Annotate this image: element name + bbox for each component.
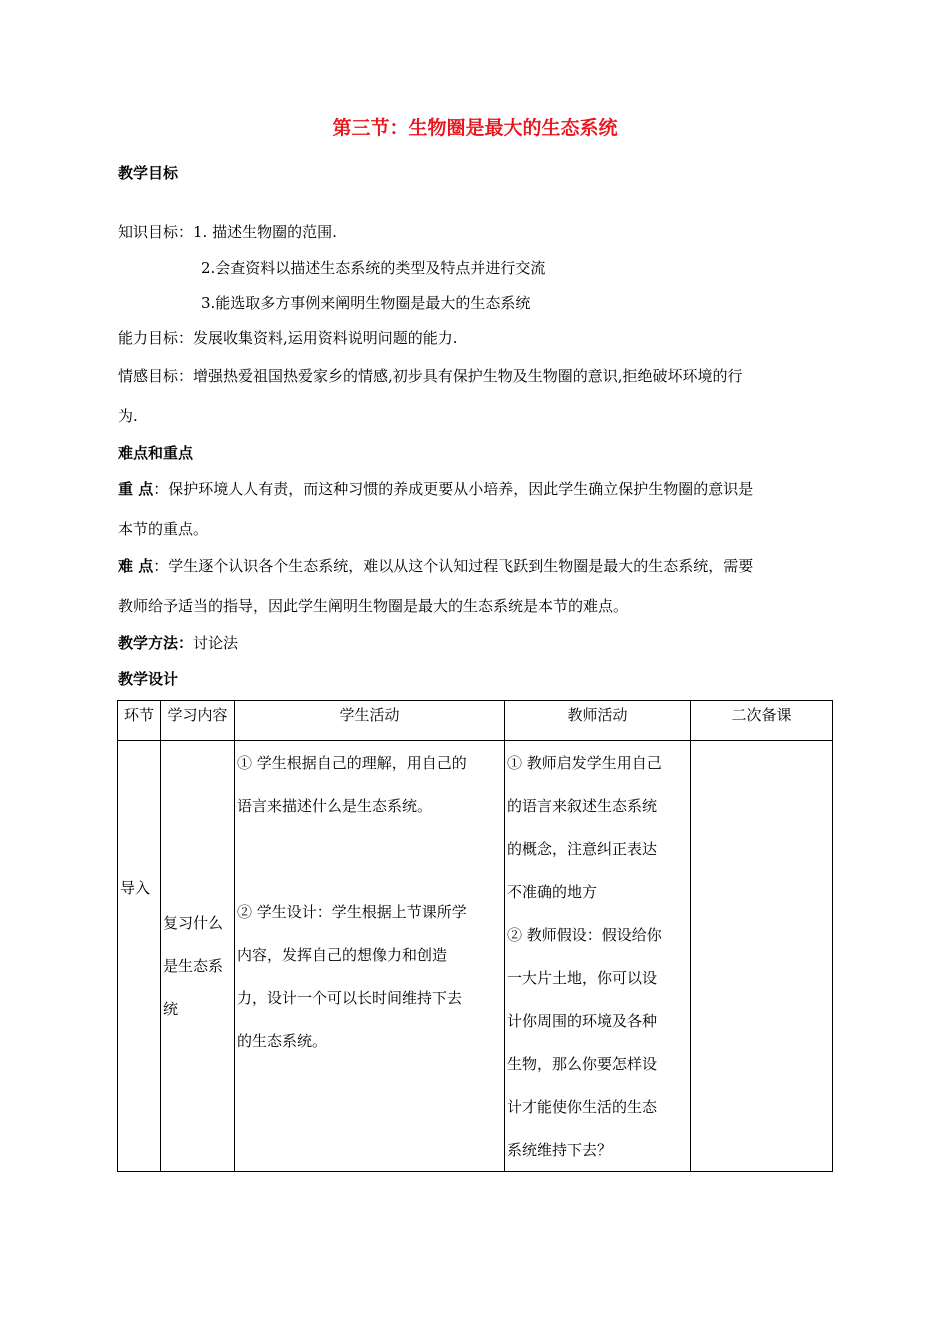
key-points-heading: 难点和重点 <box>118 444 194 462</box>
teacher-activity-line: ① 教师启发学生用自己 <box>507 754 662 772</box>
teacher-activity-line: 系统维持下去？ <box>507 1141 613 1159</box>
teacher-activity-line: ② 教师假设：假设给你 <box>507 926 662 944</box>
table-row <box>118 741 833 1172</box>
ability-text: 发展收集资料,运用资料说明问题的能力. <box>193 329 458 347</box>
student-activity-line: 的生态系统。 <box>237 1032 328 1050</box>
ability-label: 能力目标： <box>118 329 194 347</box>
knowledge-item: 3.能选取多方事例来阐明生物圈是最大的生态系统 <box>201 294 531 312</box>
column-header-teacher: 教师活动 <box>505 701 691 741</box>
stage-text: 导入 <box>120 879 151 897</box>
teacher-activity-line: 计你周围的环境及各种 <box>507 1012 658 1030</box>
knowledge-item: 1. 描述生物圈的范围. <box>193 223 337 241</box>
emotion-text-continued: 为. <box>118 407 138 425</box>
teacher-activity-line: 计才能使你生活的生态 <box>507 1098 658 1116</box>
design-table <box>117 700 833 1172</box>
method-value: 讨论法 <box>193 634 239 652</box>
knowledge-item: 2.会查资料以描述生态系统的类型及特点并进行交流 <box>201 259 546 277</box>
focus-paragraph <box>118 478 753 499</box>
design-heading: 教学设计 <box>118 670 179 688</box>
teacher-activity-line: 的概念，注意纠正表达 <box>507 840 658 858</box>
emotion-objective <box>118 365 743 386</box>
student-activity-line: ① 学生根据自己的理解，用自己的 <box>237 754 467 772</box>
objectives-heading: 教学目标 <box>118 164 179 182</box>
focus-text: ：保护环境人人有责，而这种习惯的养成更要从小培养，因此学生确立保护生物圈的意识是 <box>153 480 754 498</box>
method-line <box>118 632 238 653</box>
column-header-stage: 环节 <box>118 701 161 741</box>
teacher-activity-line: 的语言来叙述生态系统 <box>507 797 658 815</box>
method-label: 教学方法： <box>118 634 194 652</box>
student-activity-cell <box>235 741 505 1172</box>
student-activity-line: 力，设计一个可以长时间维持下去 <box>237 989 463 1007</box>
second-prep-cell <box>691 741 833 1172</box>
column-header-student: 学生活动 <box>235 701 505 741</box>
knowledge-objective <box>118 221 337 242</box>
page-title: 第三节：生物圈是最大的生态系统 <box>332 117 618 139</box>
teacher-activity-line: 一大片土地，你可以设 <box>507 969 658 987</box>
stage-cell <box>118 741 161 1172</box>
column-header-second-prep: 二次备课 <box>691 701 833 741</box>
student-activity-line: 内容，发挥自己的想像力和创造 <box>237 946 448 964</box>
ability-objective <box>118 327 458 348</box>
student-activity-line: ② 学生设计：学生根据上节课所学 <box>237 903 467 921</box>
emotion-text: 增强热爱祖国热爱家乡的情感,初步具有保护生物及生物圈的意识,拒绝破坏环境的行 <box>193 367 743 385</box>
difficulty-label: 难 点 <box>118 557 154 575</box>
content-line: 复习什么 <box>163 914 224 932</box>
content-cell <box>161 741 235 1172</box>
column-header-content: 学习内容 <box>161 701 235 741</box>
knowledge-label: 知识目标： <box>118 223 194 241</box>
teacher-activity-line: 生物，那么你要怎样设 <box>507 1055 658 1073</box>
teacher-activity-line: 不准确的地方 <box>507 883 598 901</box>
content-line: 是生态系 <box>163 957 224 975</box>
content-line: 统 <box>163 1000 179 1018</box>
difficulty-text-continued: 教师给予适当的指导，因此学生阐明生物圈是最大的生态系统是本节的难点。 <box>118 597 629 615</box>
focus-text-continued: 本节的重点。 <box>118 520 209 538</box>
teacher-activity-cell <box>505 741 691 1172</box>
student-activity-line: 语言来描述什么是生态系统。 <box>237 797 433 815</box>
emotion-label: 情感目标： <box>118 367 194 385</box>
table-header-row <box>118 701 833 741</box>
difficulty-text: ：学生逐个认识各个生态系统，难以从这个认知过程飞跃到生物圈是最大的生态系统，需要 <box>153 557 754 575</box>
difficulty-paragraph <box>118 555 753 576</box>
focus-label: 重 点 <box>118 480 154 498</box>
